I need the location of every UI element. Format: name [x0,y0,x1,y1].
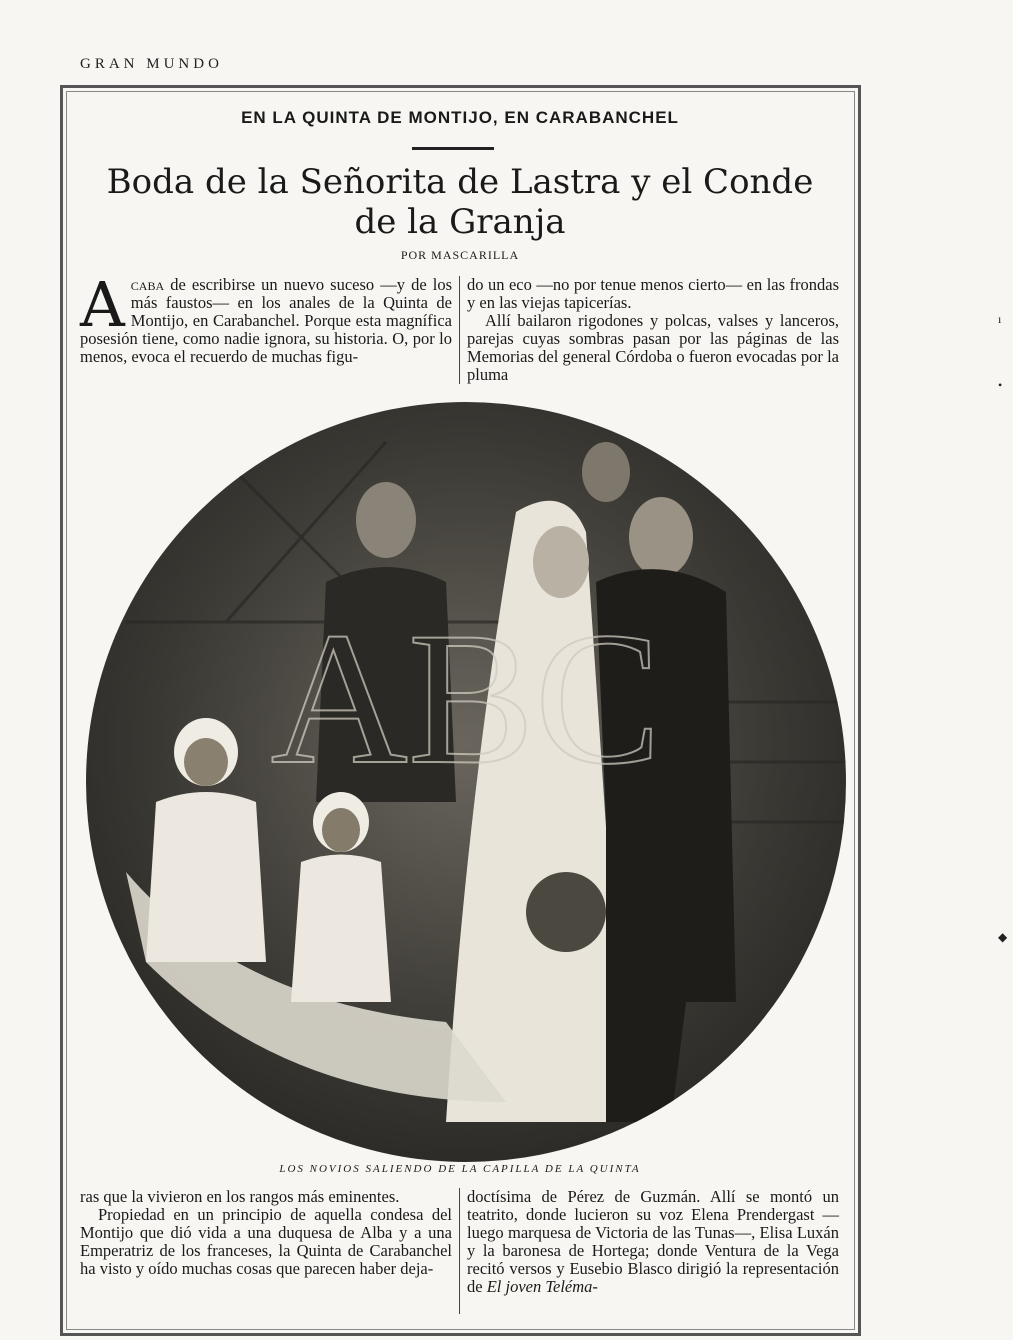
article-kicker: EN LA QUINTA DE MONTIJO, EN CARABANCHEL [241,108,679,127]
byline: POR MASCARILLA [400,248,520,262]
drop-cap: A [80,268,125,341]
italic-title: El joven Teléma- [486,1277,598,1296]
article-title [60,162,860,242]
column-bottom-right [467,1188,839,1296]
column-rule [459,1188,460,1314]
running-head: GRAN MUNDO [80,56,223,72]
column-top-left [80,268,452,366]
title-line-2: de la Granja [354,202,566,242]
margin-mark: ◆ [998,930,1008,944]
column-top-right [467,276,839,384]
column-bottom-left [80,1188,452,1278]
margin-mark: ı [998,312,1002,326]
column-rule [459,276,460,384]
photo-illustration [86,402,846,1162]
paragraph: Propiedad en un principio de aquella condesa del Montijo que dió vida a una duquesa de Alba y a una Emperatriz de los franceses, la Quinta de Carabanchel ha visto y oído muchas cosas que parecen haber deja- [80,1205,452,1278]
kicker-rule [412,147,494,150]
paragraph: Allí bailaron rigodones y polcas, valses y lanceros, parejas cuyas sombras pasan por las páginas de las Memorias del general Córdoba o fueron evocadas por la pluma [467,311,839,384]
photo-caption: LOS NOVIOS SALIENDO DE LA CAPILLA DE LA QUINTA [279,1163,641,1175]
paragraph: do un eco —no por tenue menos cierto— en las frondas y en las viejas tapicerías. [467,275,839,312]
margin-mark: • [998,378,1003,392]
wedding-photo [86,402,846,1162]
paragraph-text: de escribirse un nuevo suceso —y de los más faustos— en los anales de la Quinta de Montijo, en Carabanchel. Porque esta magnífica posesión tiene, como nadie ignora, su historia. O, por lo menos, evoca el recuerdo de muchas figu- [80,275,452,366]
paragraph-text: doctísima de Pérez de Guzmán. Allí se montó un teatrito, donde lucieron su voz Elena Prendergast —luego marquesa de Victoria de las Tunas—, Elisa Luxán y la baronesa de Hortega; donde Ventura de la Vega recitó versos y Eusebio Blasco dirigió la representación de [467,1187,839,1296]
paragraph: ras que la vivieron en los rangos más eminentes. [80,1187,400,1206]
title-line-1: Boda de la Señorita de Lastra y el Conde [106,162,814,202]
watermark-text: ABC [270,594,662,804]
lead-caps: caba [130,275,165,294]
